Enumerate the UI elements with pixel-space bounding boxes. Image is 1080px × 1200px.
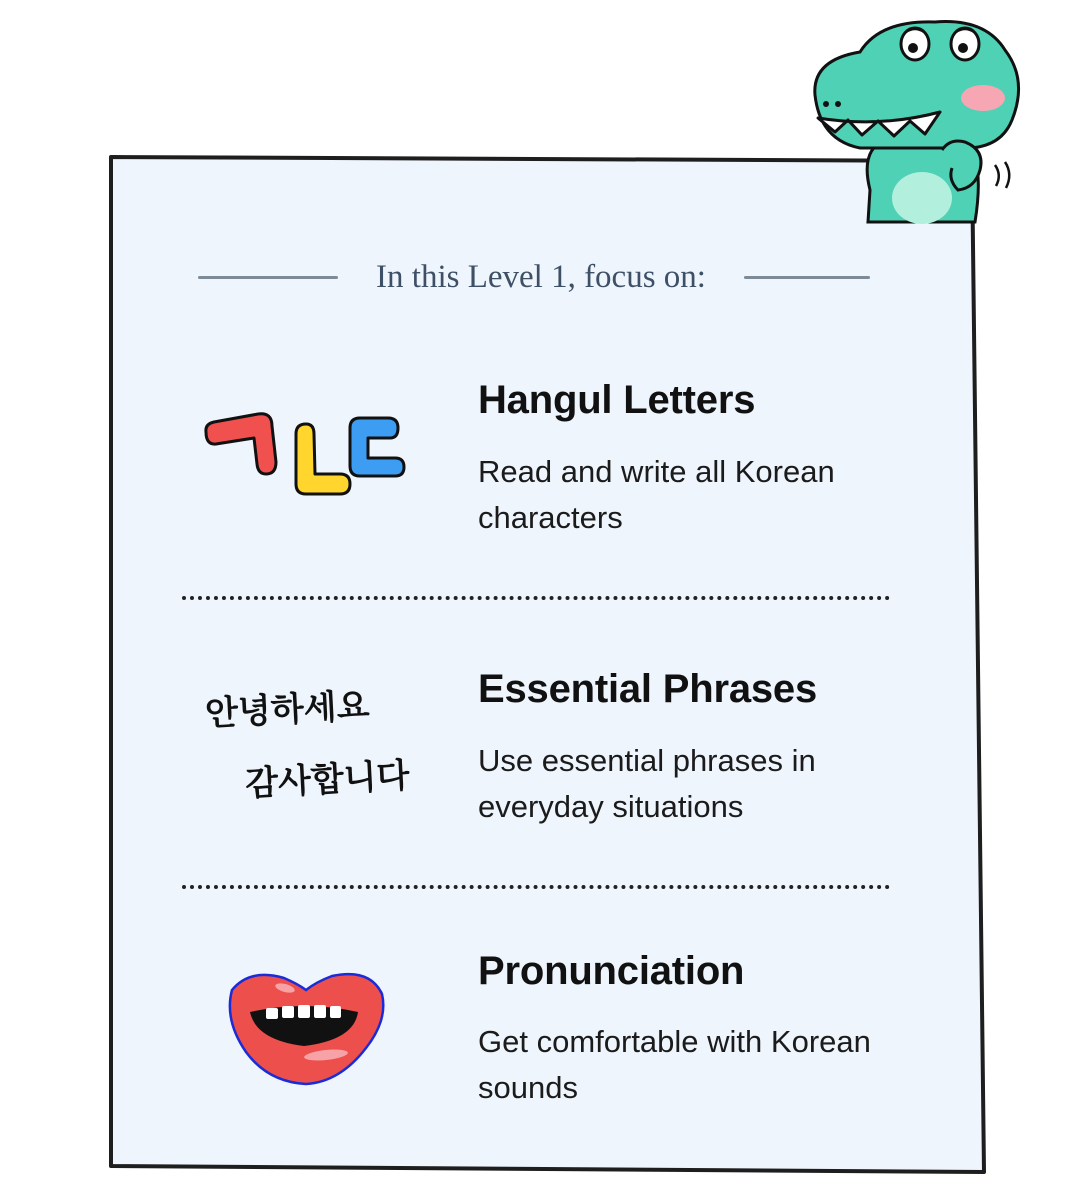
header-line-left: [198, 276, 338, 279]
dotted-divider: [182, 885, 890, 889]
item-title-essential-phrases: Essential Phrases: [478, 667, 818, 711]
item-description-hangul-letters: Read and write all Korean characters: [478, 454, 835, 535]
header-title: In this Level 1, focus on:: [376, 258, 706, 295]
hangul-letters-icon: [192, 404, 412, 504]
item-title-pronunciation: Pronunciation: [478, 949, 745, 993]
korean-phrases-icon: [200, 676, 440, 806]
section-header: [198, 252, 870, 302]
dinosaur-mascot-icon: [800, 10, 1030, 235]
header-line-right: [744, 276, 870, 279]
item-description-essential-phrases: Use essential phrases in everyday situations: [478, 743, 816, 824]
phrase-thank-you: 감사합니다: [244, 755, 411, 805]
item-title-hangul-letters: Hangul Letters: [478, 378, 756, 422]
lips-icon: [226, 968, 388, 1090]
phrase-hello: 안녕하세요: [204, 685, 371, 735]
dotted-divider: [182, 596, 890, 600]
item-description-pronunciation: Get comfortable with Korean sounds: [478, 1024, 871, 1105]
